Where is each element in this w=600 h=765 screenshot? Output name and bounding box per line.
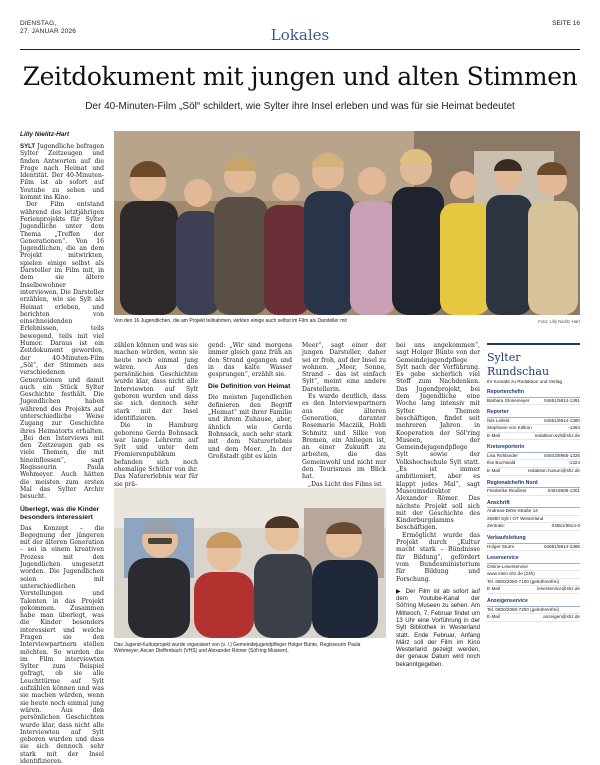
paragraph: Die in Hamburg geborene Gerda Bohnsack war lange Lehrerin auf Sylt und unter dem Premierenpublikum befanden sich noch ehemalige Schüler von ihr. Das Naturerlebnis war für sie prä- xyxy=(114,422,198,488)
info-note: ▶ Der Film ist ab sofort auf dem Youtube-Kanal der Söl'ring Museen zu sehen. Am Mittwoch, 7. Februar findet um 13 Uhr eine Vorführung in der Sylt Bibliothek in Westerland statt. Ende Februar, Anfang März soll der Film im Kino Westerland gezeigt werden, der genaue Datum wird noch bekanntgegeben. xyxy=(396,587,480,668)
contact-section-title: Anschrift xyxy=(487,500,580,509)
contact-label: E-Mail xyxy=(487,614,501,620)
paragraph: Die meisten Jugendlichen definieren den Begriff „Heimat“ mit ihrer Familie und ihrem Zuhause, aber, ähnlich wie Gerda Bohnsack, auch sehr stark mit dem Naturerlebnis und dem Meer. „In der Großstadt gibt es kein xyxy=(208,394,292,460)
contact-label: 25980 Sylt / OT Westerland xyxy=(487,515,544,521)
contact-label: Tel. 0800/2050-7100 (gebührenfrei) xyxy=(487,578,560,584)
contact-phone: 04651/9814-1380 xyxy=(543,417,580,423)
contact-label: E-Mail xyxy=(487,468,501,474)
date-day: 27. JANUAR 2026 xyxy=(20,28,77,35)
photo-credit: Foto: Lilly Nielitz-Hart xyxy=(538,319,580,324)
newspaper-logo: Sylter Rundschau xyxy=(487,351,550,378)
contact-section-title: Verkaufsleitung xyxy=(487,535,580,544)
contact-label: E-Mail xyxy=(487,432,501,438)
contact-label: Stephanie von Kölkon xyxy=(487,425,532,431)
contact-phone: -1384 xyxy=(568,425,580,431)
contact-label: Zentrale: xyxy=(487,523,506,529)
contact-section-title: Anzeigenservice xyxy=(487,598,580,607)
contact-sections xyxy=(487,389,580,622)
contact-row xyxy=(487,607,580,615)
article-column-1 xyxy=(20,143,104,765)
contact-row xyxy=(487,398,580,406)
contact-label: www.mein.shz.de (24h) xyxy=(487,571,535,577)
contact-label: Holger Sturm xyxy=(487,543,515,549)
subheading: Die Definition von Heimat xyxy=(208,383,291,391)
lead-paragraph: Jugendliche befragen Sylter Zeitzeugen und finden Antworten auf die Frage nach Heimat und Identität. Der 40-Minuten-Film ist ab sofort auf Youtube zu sehen und kommt ins Kino. xyxy=(20,143,104,202)
contact-row xyxy=(487,523,580,531)
contact-label: Lisa Rohlander xyxy=(487,452,518,458)
paragraph: Der Film entstand während des letztjährigen Ferienprojekts für Sylter Jugendliche unter dem Thema „Treffen der Generationen“. Von 16 Jugendlichen, die an dem Projekt mitwirkten, spielen einige selbst als Darsteller im Film mit, in dem sie ältere Inselbewohner interviewen. Die Darsteller erzählen, wie sie Sylt als Heimat erleben, und berichten von einschneidenden Erlebnissen, teils bewegend, teils mit viel Humor. Daraus ist ein Zeitdokument geworden, der 40-Minuten-Film „Söl“, der Stimmen aus verschiedenen Generationen und damit auch ein Stück Sylter Geschichte festhält. Die Jugendlichen haben während des Projekts auf unterschiedliche Weise Zugang zur Geschichte ihres Heimatorts erhalten. „Bei den Interviews mit den Zeitzeugen gab es viele Themen, die mit hineinflossen“, sagt Regisseurin Paula Wehmeyer. Auch hätten die meisten zum ersten Mal das Sylter Archiv besucht. xyxy=(20,201,104,501)
contact-row xyxy=(487,425,580,433)
group-photo xyxy=(114,131,580,315)
contact-tagline: Ihr Kontakt zu Redaktion und Verlag xyxy=(487,379,563,384)
contact-label: Barbara Glosemeyer xyxy=(487,397,530,403)
article-column-2 xyxy=(114,342,198,488)
contact-row xyxy=(487,460,580,468)
contact-row xyxy=(487,544,580,552)
contact-row xyxy=(487,418,580,426)
page-header xyxy=(20,18,580,50)
contact-section-title: Leserservice xyxy=(487,555,580,564)
contact-row xyxy=(487,468,580,476)
contact-label: Tel. 0800/2050-7200 (gebührenfrei) xyxy=(487,606,560,612)
contact-row xyxy=(487,508,580,516)
contact-phone: 04651/9814-1391 xyxy=(543,397,580,403)
photo-caption: Das Jugend-Kulturprojekt wurde organisiert von (v. l.) Gemeindejugendpfleger Holger Bünte, Regisseurin Paula Wehmeyer, Ascan Dieffenbach (VHS) und Alexander Römer (Söl'ring Museen). xyxy=(114,642,361,654)
contact-email-link[interactable]: redaktion.husum@shz.de xyxy=(527,468,580,474)
article-subheadline: Der 40-Minuten-Film „Söl“ schildert, wie Sylter ihre Insel erleben und was für sie Heimat bedeutet xyxy=(85,101,515,112)
contact-phone: -1324 xyxy=(568,460,580,466)
contact-label: Online-Leserservice xyxy=(487,563,528,569)
contact-email-link[interactable]: redaktion.sylt@shz.de xyxy=(534,432,580,438)
contact-row xyxy=(487,564,580,572)
organizers-photo-image xyxy=(114,488,386,638)
contact-row xyxy=(487,453,580,461)
page-number: SEITE 16 xyxy=(552,20,580,27)
paragraph: Ermöglicht wurde das Projekt durch „Kultur macht stark – Bündnisse für Bildung“, gefördert vom Bundesministerium für Bildung und Forschung. xyxy=(396,531,480,583)
contact-email-link[interactable]: leserservice@shz.de xyxy=(537,586,580,592)
contact-section-title: Reporterchefin xyxy=(487,389,580,398)
contact-label: Nils Leifeld xyxy=(487,417,510,423)
contact-label: Friederike Reußner xyxy=(487,488,527,494)
article-column-5 xyxy=(396,342,480,668)
paragraph: „Das Licht des Films ist xyxy=(308,480,382,488)
paragraph: Das Konzept – die Begegnung der jüngeren mit der älteren Generation – sei in einem kreativen Prozess mit den Jugendlichen umgesetzt worden. Die Jugendlichen seien mit unterschiedlichen Vorstellungen und Talenten in das Projekt gekommen. Zusammen habe man überlegt, was die Kinder besonders interessiert und welche Fragen sie den Interviewpartnern stellen möchten. So wurden die im Film interviewten Sylter zum Beispiel gefragt, ob sie alle Leuchttürme auf Sylt aufzählen können und was sie machen würden, wenn sie heute noch einmal jung wären. Aus den persönlichen Geschichten wurde klar, dass nicht alle Interviewten auf Sylt geboren wurden und dass sie sich dennoch sehr stark mit der Insel identifizieren. xyxy=(20,524,104,765)
paragraph: Es wurde deutlich, dass es den Interviewpartnern aus der älteren Generation, darunter Rosemarie Macziik, Holdi Schmitz und Silke von Bremen, ein Anliegen ist, an einer Zukunft zu arbeiten, die das Gemeinwohl und nicht nur den Tourismus im Blick hat. xyxy=(302,393,386,481)
dateline: SYLT xyxy=(20,143,36,150)
paragraph: Meer“, sagt einer der jungen Darsteller, daher sei er froh, auf der Insel zu wohnen. „Meer, Sonne, Strand – das ist einfach Sylt“, meint eine andere Darstellerin. xyxy=(302,342,386,393)
contact-box xyxy=(487,343,580,663)
group-photo-image xyxy=(114,131,580,315)
paragraph: bei uns angekommen“, sagt Holger Bünte von der Gemeindejugendpflege Sylt nach der Vorführung. Es gebe sicherlich viel Stoff zum Nachdenken. Das Jugendprojekt, bei dem Jugendliche eine Woche lang intensiv mit Sylter Themen beschäftigen, findet seit mehreren Jahren in Kooperation der Söl'ring Museen, der Gemeindejugendpflege Sylt sowie der Volkshochschule Sylt statt. „Es ist immer ambitioniert, aber es klappt jedes Mal“, sagt Museumsdirektor Alexander Römer. Das nächste Projekt soll sich mit der Geschichte des Kinderburgdamms beschäftigen. xyxy=(396,342,480,532)
contact-email-link[interactable]: anzeigen@shz.de xyxy=(543,614,580,620)
contact-row xyxy=(487,614,580,622)
contact-row xyxy=(487,579,580,587)
article-headline: Zeitdokument mit jungen und alten Stimmen xyxy=(22,62,578,91)
subheading: Überlegt, was die Kinder besonders interessiert xyxy=(20,505,100,521)
photo-caption: Von den 16 Jugendlichen, die am Projekt teilnahmen, wirkten einige auch selbst im Film als Darsteller mit xyxy=(114,318,347,324)
article-column-3 xyxy=(208,342,292,484)
article-column-4 xyxy=(302,342,386,488)
contact-phone: 04651/9814-0 xyxy=(551,523,580,529)
contact-phone: 04618808-1301 xyxy=(547,488,580,494)
article-author: Lilly Nielitz-Hart xyxy=(20,131,70,138)
contact-section-title: Regionalchefin Nord xyxy=(487,480,580,489)
contact-label: Andreas-Dirks-Straße 14 xyxy=(487,508,538,514)
contact-phone: 04651/9814-2385 xyxy=(543,543,580,549)
contact-row xyxy=(487,516,580,524)
contact-phone: 04843/8965-1326 xyxy=(543,452,580,458)
date-weekday: DIENSTAG, xyxy=(20,20,57,27)
contact-label: Ilse Buchwald xyxy=(487,460,516,466)
contact-section-title: Reporter xyxy=(487,409,580,418)
contact-row xyxy=(487,433,580,441)
section-title: Lokales xyxy=(270,26,330,44)
contact-row xyxy=(487,586,580,594)
contact-row xyxy=(487,488,580,496)
contact-row xyxy=(487,571,580,579)
contact-label: E-Mail xyxy=(487,586,501,592)
paragraph: zählen können und was sie machen würden, wenn sie heute noch einmal jung wären. Aus den persönlichen Geschichten wurde klar, dass nicht alle Interviewten auf Sylt geboren wurden und dass sie sich dennoch sehr stark mit der Insel identifizieren. xyxy=(114,342,198,422)
organizers-photo xyxy=(114,488,386,638)
paragraph: gend: „Wir sind morgens immer gleich ganz früh an den Strand gegangen und in das kalte Wasser gesprungen“, erzählt sie. xyxy=(208,342,292,379)
contact-section-title: Kreisreporterin xyxy=(487,444,580,453)
